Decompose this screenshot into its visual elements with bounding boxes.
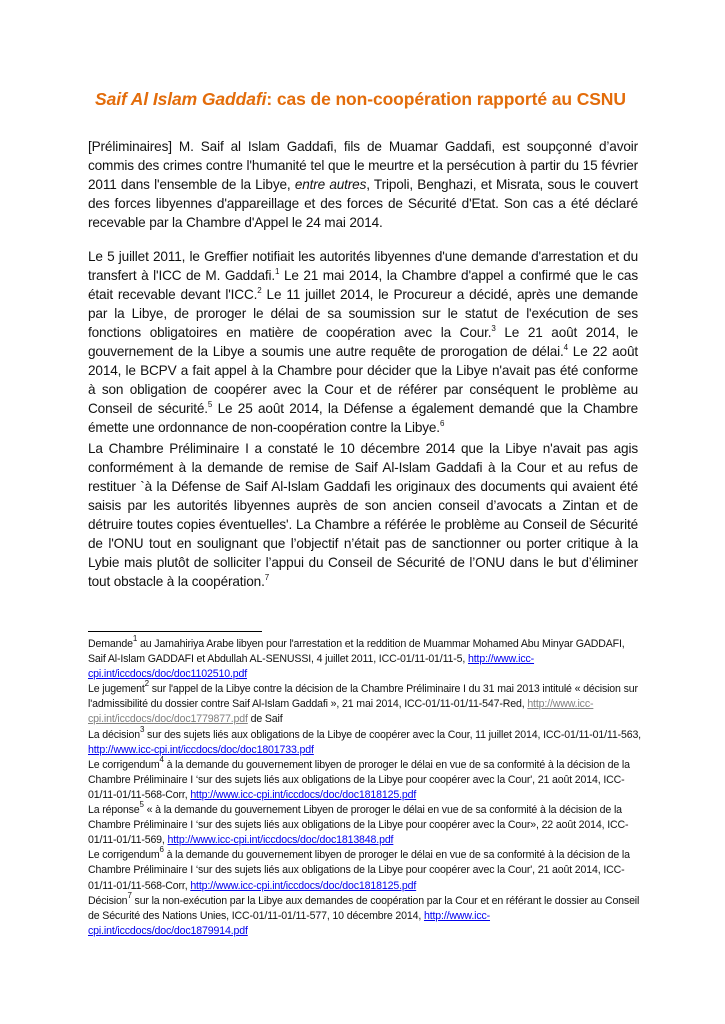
body-text: Le corrigendum — [88, 849, 160, 862]
document-link[interactable]: http://www.icc-cpi.int/iccdocs/doc/doc1879914.pdf — [88, 909, 491, 937]
body-text: Le jugement — [88, 683, 145, 696]
title-subject: : cas de non-coopération rapporté au CSNU — [266, 89, 626, 109]
document-link[interactable]: http://www.icc-cpi.int/iccdocs/doc/doc1818125.pdf — [190, 879, 417, 892]
body-text: Le 22 août 2014, le BCPV a fait appel à la Chambre pour décider que la Libye n'avait pas été conforme à son obligation de coopérer avec la Cour et de référer par conséquent le problème au Conseil de sécurité. — [88, 344, 638, 416]
body-text: au Jamahiriya Arabe libyen pour l'arrestation et la reddition de Muammar Mohamed Abu Minyar GADDAFI, Saif Al-Islam GADDAFI et Abdullah AL-SENUSSI, 4 juillet 2011, ICC-01/11-01/11-5, — [88, 638, 625, 666]
footnote-separator — [88, 631, 262, 632]
document-link[interactable]: http://www.icc-cpi.int/iccdocs/doc/doc1813848.pdf — [167, 834, 394, 847]
body-text: La réponse — [88, 804, 140, 817]
body-text: Le 21 mai 2014, la Chambre d'appel a confirmé que le cas était recevable devant l'ICC. — [88, 268, 638, 302]
body-text: sur l'appel de la Libye contre la décision de la Chambre Préliminaire I du 31 mai 2013 intitulé « décision sur l'admissibilité du dossier contre Saif Al-Islam Gaddafi », 21 mai 2014, ICC-01/11-01/11-547-Red, — [88, 683, 638, 711]
title-name: Saif Al Islam Gaddafi — [95, 89, 267, 109]
body-text: Le 11 juillet 2014, le Procureur a décidé, après une demande par la Libye, de proroger le délai de sa soumission sur le statut de l'exécution de ses fonctions obligatoires en matière de coopération avec la Cour. — [88, 287, 638, 340]
footnote-reference[interactable]: 5 — [139, 800, 144, 810]
document-link[interactable]: http://www.icc-cpi.int/iccdocs/doc/doc1818125.pdf — [190, 788, 417, 801]
footnote-6 — [88, 845, 643, 893]
document-link[interactable]: http://www.icc-cpi.int/iccdocs/doc/doc1779877.pdf — [88, 698, 594, 726]
paragraph-chamber-finding — [88, 439, 638, 591]
body-text: Le 21 août 2014, le gouvernement de la Libye a soumis une autre requête de prorogation de délai. — [88, 325, 638, 359]
footnote-7 — [88, 890, 643, 939]
footnote-reference[interactable]: 7 — [264, 573, 270, 582]
footnotes — [88, 634, 643, 939]
footnote-4 — [88, 754, 643, 803]
footnote-5 — [88, 800, 643, 848]
footnote-1 — [88, 634, 643, 682]
body-text: La Chambre Préliminaire I a constaté le 10 décembre 2014 que la Libye n'avait pas agis conformément à la demande de remise de Saif Al-Islam Gaddafi à la Cour et au refus de restituer `à la Défense de Saif Al-Islam Gaddafi les originaux des documents qui avaient été saisis par les autorités libyennes auprès de son ancien conseil d’avocats a Zintan et de détruire toutes copies éventuelles'. La Chambre a référée le problème au Conseil de Sécurité de l'ONU tout en soulignant que l’objectif n’était pas de sanctionner ou porter critique à la Lybie mais plutôt de solliciter l’appui du Conseil de Sécurité de l’ONU dans le but d’éliminer tout obstacle à la coopération. — [88, 441, 638, 589]
body-text: Le corrigendum — [88, 758, 160, 771]
footnote-reference[interactable]: 4 — [159, 754, 164, 764]
body-text: , Tripoli, Benghazi, et Misrata, sous le couvert des forces libyennes d'appareillage et des forces de Sécurité d'Etat. Son cas a été déclaré recevable par la Chambre d'Appel le 24 mai 2014. — [88, 177, 638, 230]
footnote-2 — [88, 679, 643, 727]
footnote-reference[interactable]: 7 — [127, 890, 132, 900]
body-text: Le 25 août 2014, la Défense a également demandé que la Chambre émette une ordonnance de non-coopération contre la Libye. — [88, 401, 638, 435]
footnote-reference[interactable]: 6 — [159, 845, 164, 855]
footnote-3 — [88, 724, 643, 758]
emphasis-text: entre autres — [294, 177, 367, 192]
footnote-reference[interactable]: 2 — [144, 679, 149, 689]
body-text: à la demande du gouvernement libyen de proroger le délai en vue de sa conformité à la décision de la Chambre Préliminaire I ‘sur des sujets liés aux obligations de la Libye pour coopérer avec la Cour', 21 août 2014, ICC-01/11-01/11-568-Corr, — [88, 758, 630, 801]
footnote-reference[interactable]: 3 — [491, 324, 496, 333]
footnote-reference[interactable]: 4 — [563, 343, 568, 352]
body-text: sur la non-exécution par la Libye aux demandes de coopération par la Cour et en référant le dossier au Conseil de Sécurité des Nations Unies, ICC-01/11-01/11-577, 10 décembre 2014, — [88, 894, 640, 922]
footnote-reference[interactable]: 1 — [275, 267, 280, 276]
paragraph-preliminaires — [88, 137, 638, 232]
body-text: Demande — [88, 638, 133, 650]
footnote-reference[interactable]: 1 — [132, 634, 138, 643]
footnote-reference[interactable]: 2 — [257, 286, 262, 295]
body-text: La décision — [88, 728, 140, 741]
paragraph-chronology — [88, 247, 638, 437]
body-text: « à la demande du gouvernement Libyen de proroger le délai en vue de sa conformité à la décision de la Chambre Préliminaire I ‘sur des sujets liés aux obligations de la Libye pour coopérer avec la Cour», 22 août 2014, ICC-01/11-01/11-569, — [88, 804, 629, 847]
document-link[interactable]: http://www.icc-cpi.int/iccdocs/doc/doc1102510.pdf — [88, 653, 535, 681]
document-link[interactable]: http://www.icc-cpi.int/iccdocs/doc/doc1801733.pdf — [88, 743, 314, 756]
footnote-reference[interactable]: 3 — [139, 724, 145, 734]
body-text: à la demande du gouvernement libyen de proroger le délai en vue de sa conformité à la décision de la Chambre Préliminaire I ‘sur des sujets liés aux obligations de la Libye pour coopérer avec la Cour', 21 août 2014, ICC-01/11-01/11-568-Corr, — [88, 849, 630, 892]
body-text: Le 5 juillet 2011, le Greffier notifiait les autorités libyennes d'une demande d'arrestation et du transfert à l'ICC de M. Gaddafi. — [88, 249, 638, 283]
document-title — [95, 89, 655, 110]
body-text: [Préliminaires] M. Saif al Islam Gaddafi, fils de Muamar Gaddafi, est soupçonné d’avoir commis des crimes contre l'humanité tel que le meurtre et la persécution à partir du 15 février 2011 dans l'ensemble de la Libye, — [88, 139, 638, 192]
body-text: de Saif — [247, 713, 283, 726]
body-text: Décision — [88, 894, 128, 907]
footnote-reference[interactable]: 6 — [439, 419, 445, 428]
body-text: sur des sujets liés aux obligations de la Libye de coopérer avec la Cour, 11 juillet 2014, ICC-01/11-01/11-563, — [144, 728, 641, 741]
footnote-reference[interactable]: 5 — [207, 400, 213, 409]
